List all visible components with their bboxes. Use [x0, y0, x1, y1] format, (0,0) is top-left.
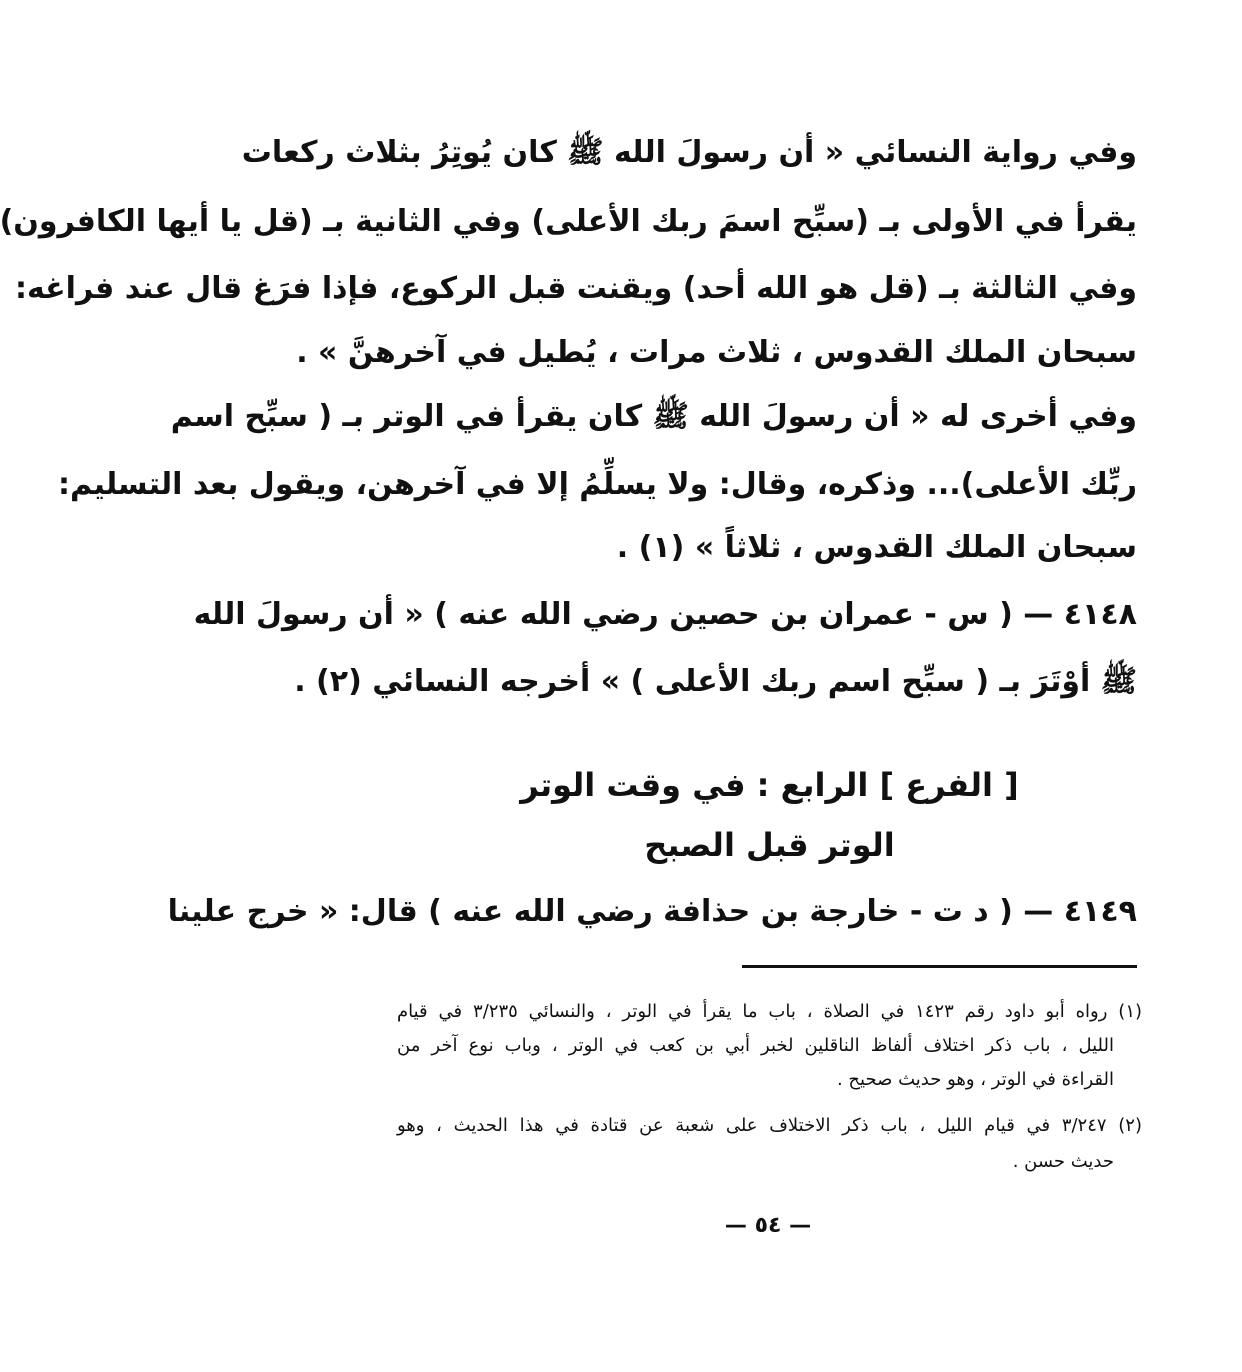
- footnote-2-line-2: حديث حسن .: [1012, 1151, 1114, 1172]
- section-heading: [ الفرع ] الرابع : في وقت الوتر: [520, 766, 1019, 804]
- subheading: الوتر قبل الصبح: [644, 826, 895, 864]
- hadith-4148-line-2: ﷺ أوْتَرَ بـ ( سبِّح اسم ربك الأعلى ) » أخرجه النسائي (٢) .: [294, 664, 1137, 699]
- body-line-1: وفي رواية النسائي « أن رسولَ الله ﷺ كان يُوتِرُ بثلاث ركعات: [241, 135, 1137, 170]
- hadith-4149-line: ٤١٤٩ — ( د ت - خارجة بن حذافة رضي الله عنه ) قال: « خرج علينا: [167, 894, 1137, 929]
- hadith-4148-line-1: ٤١٤٨ — ( س - عمران بن حصين رضي الله عنه ) « أن رسولَ الله: [193, 597, 1137, 632]
- body-line-4: سبحان الملك القدوس ، ثلاث مرات ، يُطيل في آخرهنَّ » .: [296, 335, 1137, 370]
- footnote-1-line-1: (١) رواه أبو داود رقم ١٤٢٣ في الصلاة ، باب ما يقرأ في الوتر ، والنسائي ٣/٢٣٥ في قيام: [397, 1001, 1143, 1022]
- footnote-1-line-2: الليل ، باب ذكر اختلاف ألفاظ الناقلين لخبر أبي بن كعب في الوتر ، وباب نوع آخر من: [397, 1035, 1114, 1056]
- footnote-divider: [742, 965, 1137, 968]
- body-line-5: وفي أخرى له « أن رسولَ الله ﷺ كان يقرأ في الوتر بـ ( سبِّح اسم: [170, 399, 1137, 434]
- body-line-7: سبحان الملك القدوس ، ثلاثاً » (١) .: [616, 530, 1137, 565]
- page-number: — ٥٤ —: [724, 1213, 812, 1238]
- body-line-3: وفي الثالثة بـ (قل هو الله أحد) ويقنت قبل الركوع، فإذا فرَغ قال عند فراغه:: [14, 271, 1137, 306]
- footnote-2-line-1: (٢) ٣/٢٤٧ في قيام الليل ، باب ذكر الاختلاف على شعبة عن قتادة في هذا الحديث ، وهو: [397, 1115, 1142, 1136]
- body-line-2: يقرأ في الأولى بـ (سبِّح اسمَ ربك الأعلى) وفي الثانية بـ (قل يا أيها الكافرون): [0, 204, 1137, 239]
- body-line-6: ربِّك الأعلى)... وذكره، وقال: ولا يسلِّمُ إلا في آخرهن، ويقول بعد التسليم:: [58, 467, 1137, 502]
- footnote-1-line-3: القراءة في الوتر ، وهو حديث صحيح .: [836, 1069, 1114, 1090]
